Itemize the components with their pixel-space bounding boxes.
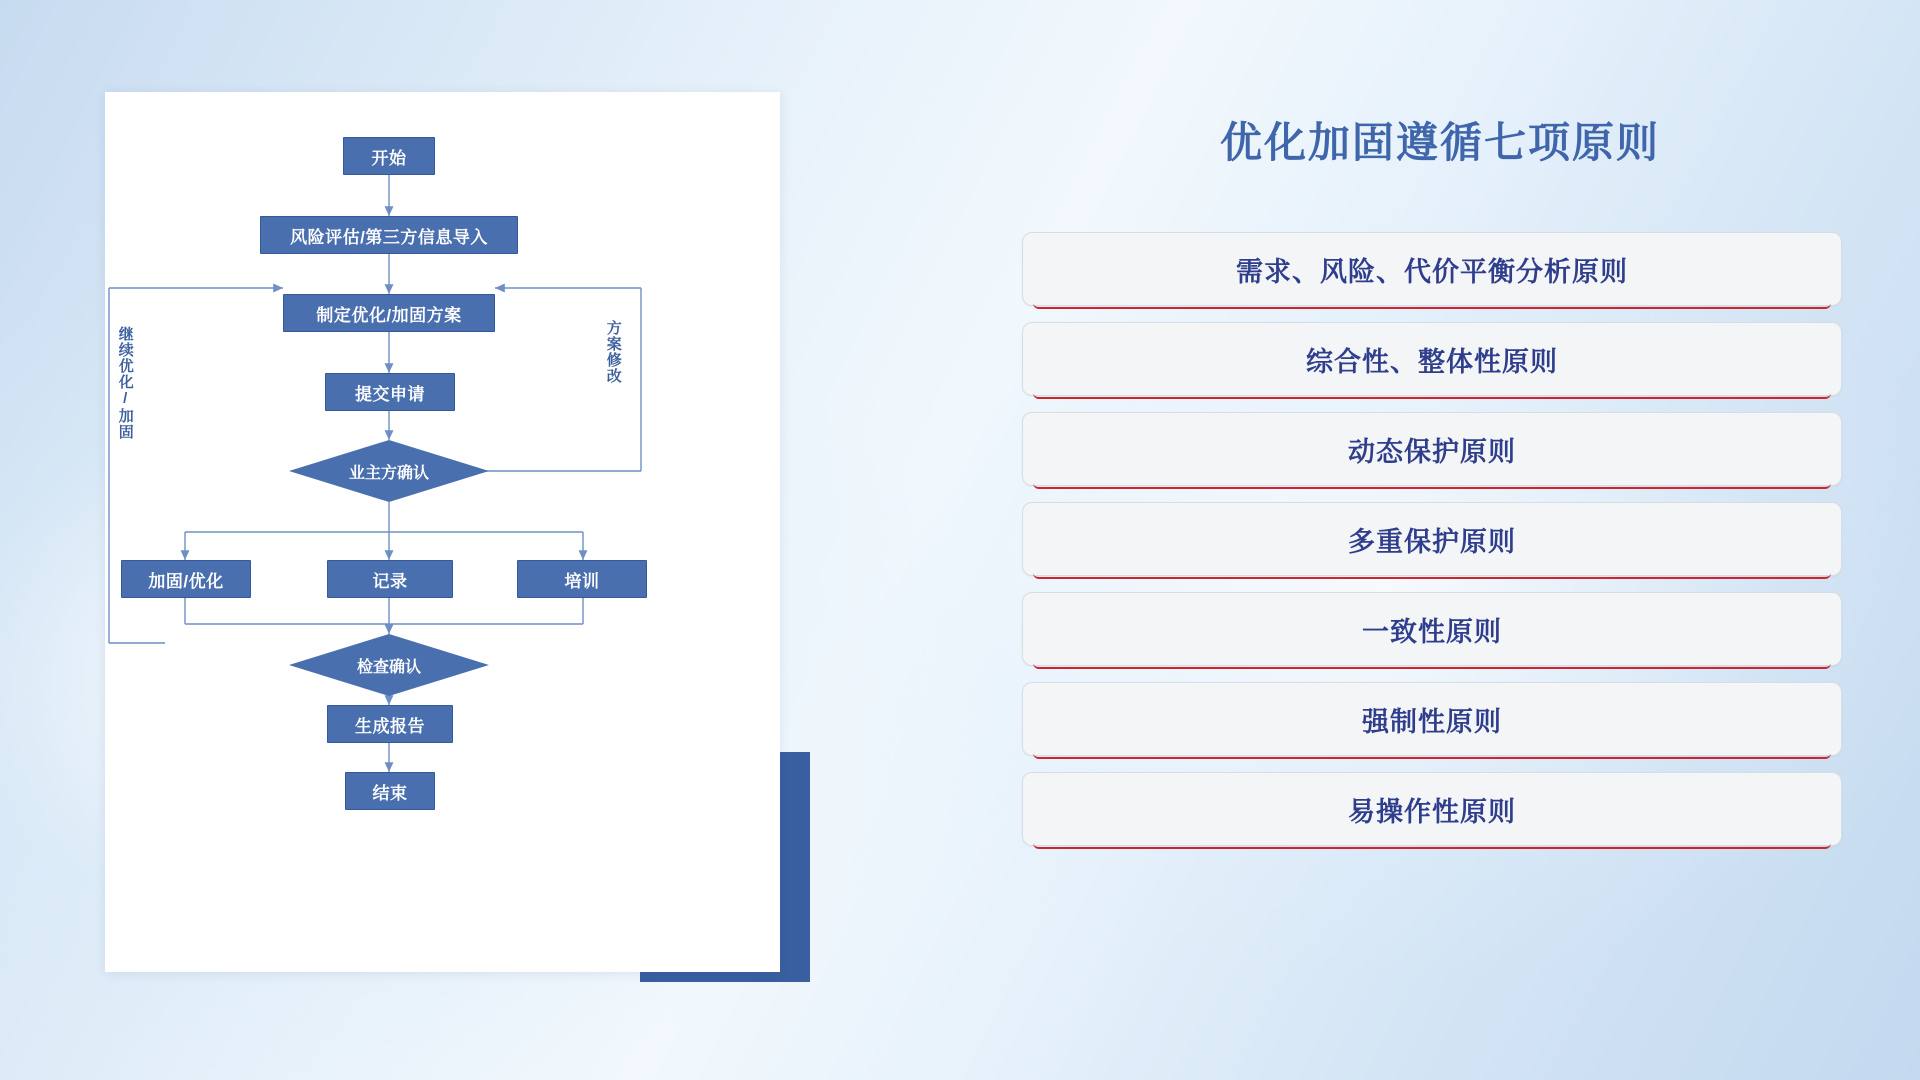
principle-label: 综合性、整体性原则: [1306, 346, 1558, 377]
principle-label: 动态保护原则: [1348, 436, 1516, 467]
flow-node-label: 检查确认: [356, 658, 421, 676]
flow-node-label: 风险评估/第三方信息导入: [290, 227, 488, 247]
principle-item-1[interactable]: [1022, 232, 1842, 306]
flow-node-reinforce[interactable]: [121, 560, 251, 598]
principle-label: 一致性原则: [1362, 616, 1502, 647]
flow-node-owner-confirm[interactable]: [289, 440, 489, 502]
flow-node-submit-application[interactable]: [325, 373, 455, 411]
flow-node-label: 培训: [564, 571, 600, 591]
flow-node-label: 制定优化/加固方案: [316, 305, 462, 325]
flow-node-training[interactable]: [517, 560, 647, 598]
principles-list: [1022, 232, 1842, 862]
flow-node-label: 结束: [372, 783, 408, 803]
page-title: 优化加固遵循七项原则: [1219, 119, 1660, 166]
flow-node-end[interactable]: [345, 772, 435, 810]
principle-item-3[interactable]: [1022, 412, 1842, 486]
flowchart-card: [105, 92, 780, 972]
flow-node-record[interactable]: [327, 560, 453, 598]
flow-node-plan[interactable]: [283, 294, 495, 332]
flow-node-label: 业主方确认: [348, 464, 429, 482]
flow-node-label: 记录: [372, 571, 408, 591]
flow-node-start[interactable]: [343, 137, 435, 175]
principle-label: 易操作性原则: [1348, 796, 1516, 827]
principle-item-5[interactable]: [1022, 592, 1842, 666]
principle-item-7[interactable]: [1022, 772, 1842, 846]
flow-node-label: 加固/优化: [148, 571, 224, 591]
principle-item-6[interactable]: [1022, 682, 1842, 756]
flow-node-check-confirm[interactable]: [289, 634, 489, 696]
flow-node-label: 提交申请: [355, 384, 425, 404]
principle-label: 需求、风险、代价平衡分析原则: [1236, 256, 1628, 287]
principle-item-2[interactable]: [1022, 322, 1842, 396]
flow-node-generate-report[interactable]: [327, 705, 453, 743]
principle-label: 强制性原则: [1362, 706, 1502, 737]
flowchart: [105, 92, 780, 972]
edge-label-continue-optimize: 继续优化/加固: [116, 326, 134, 440]
flow-node-label: 生成报告: [355, 716, 425, 736]
flow-node-label: 开始: [371, 148, 407, 168]
flow-node-risk-assessment[interactable]: [260, 216, 518, 254]
principle-item-4[interactable]: [1022, 502, 1842, 576]
principle-label: 多重保护原则: [1348, 526, 1516, 557]
edge-label-plan-revision: 方案修改: [604, 320, 622, 384]
